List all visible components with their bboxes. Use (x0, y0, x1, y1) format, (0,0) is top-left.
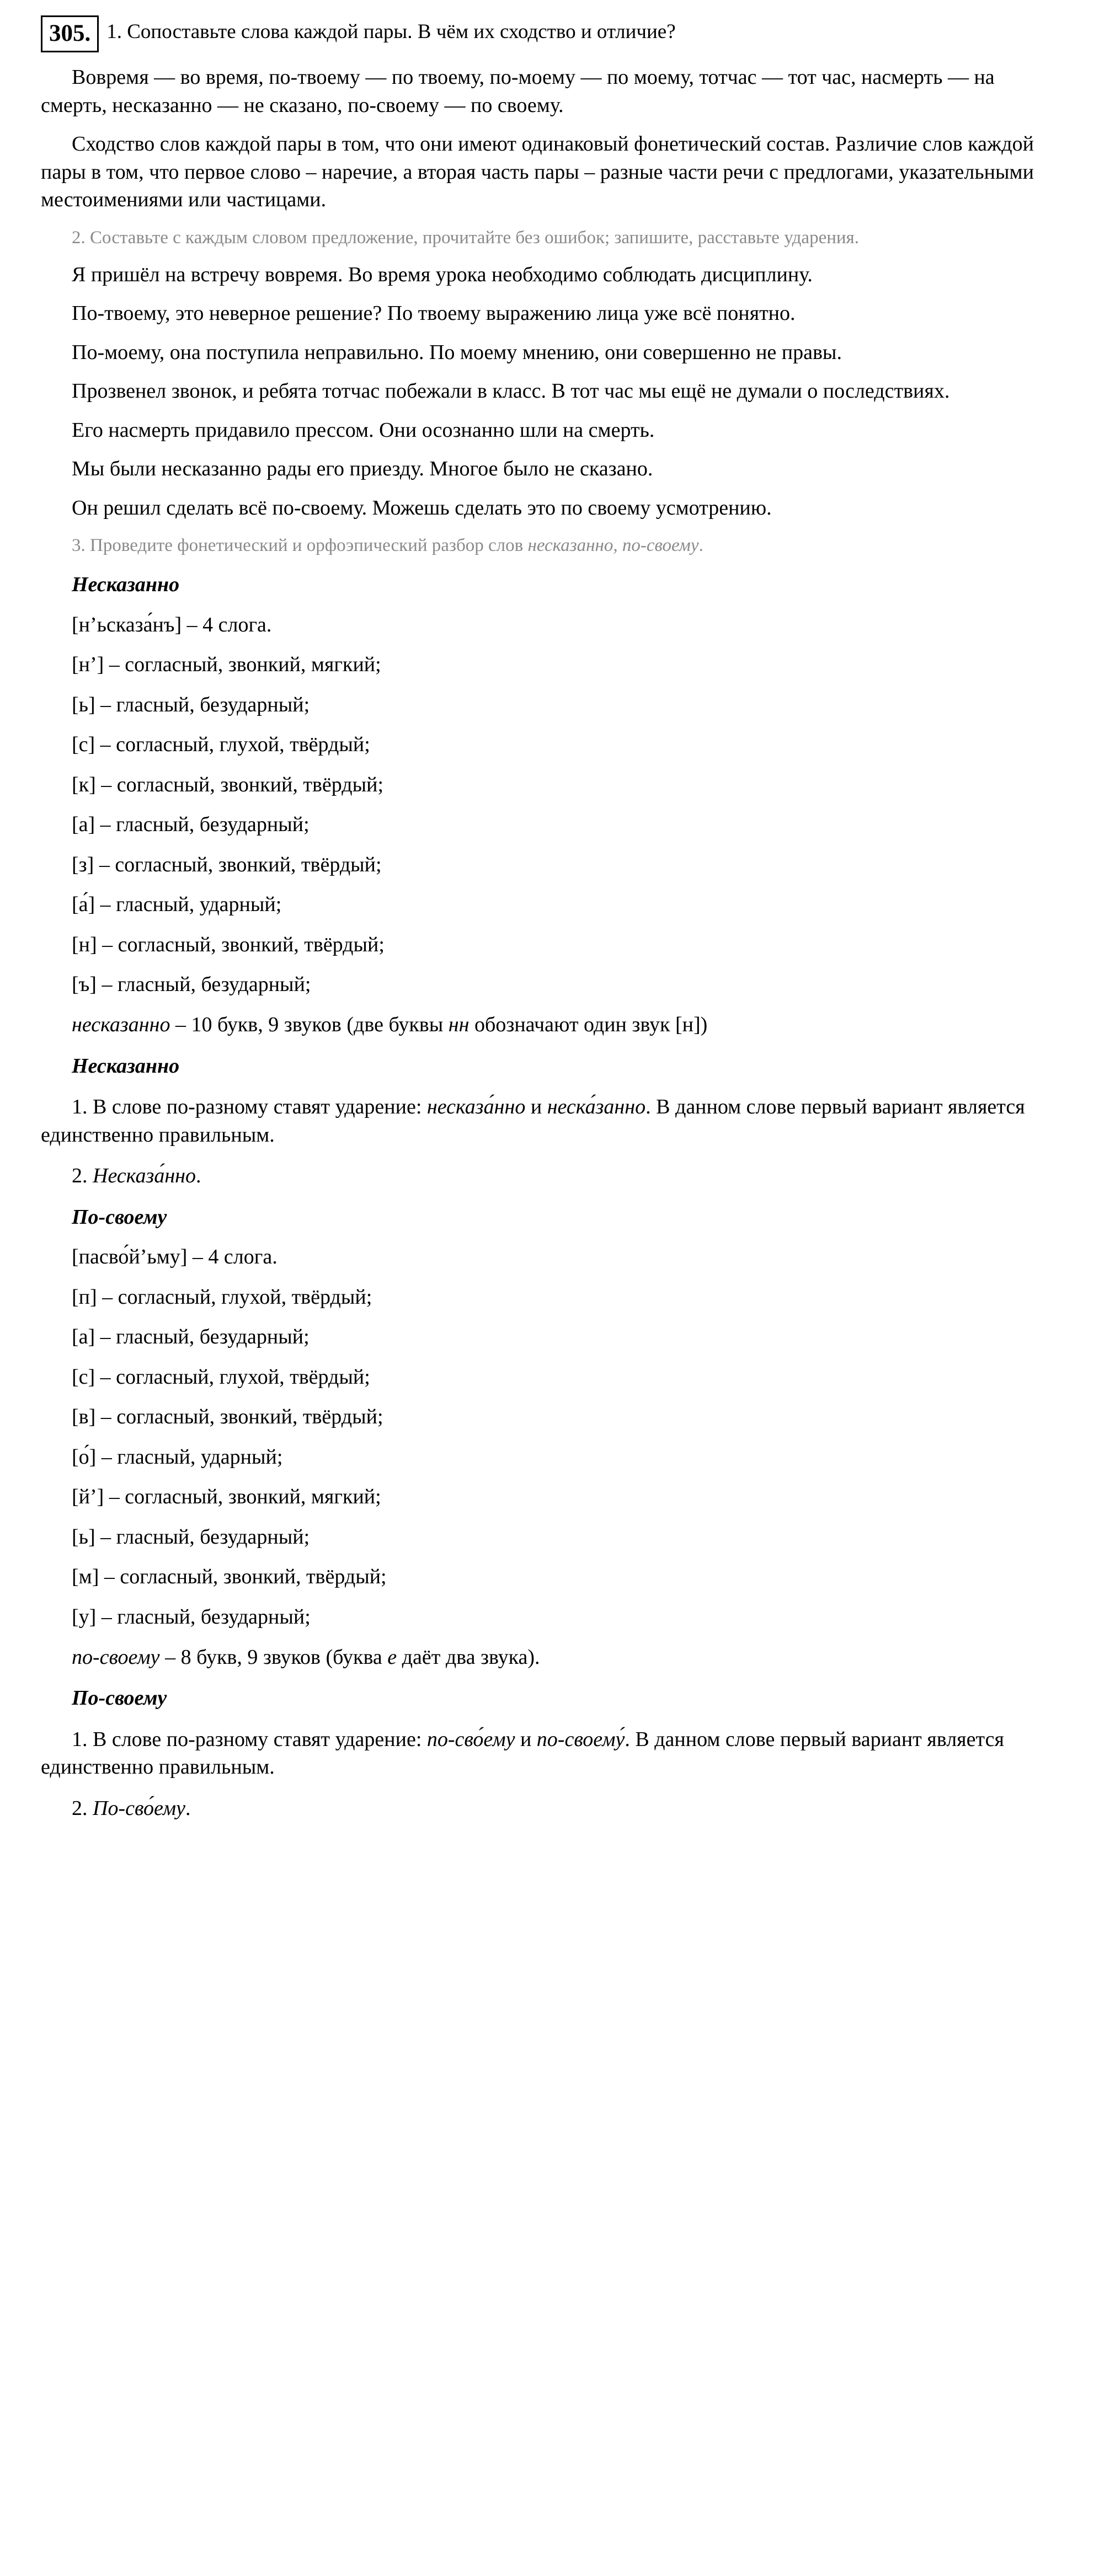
analysis-2-sound-1: [а] – гласный, безударный; (72, 1325, 310, 1349)
analysis-2-sound-7: [м] – согласный, звонкий, твёрдый; (72, 1565, 387, 1589)
analysis-1-summary-letters: нн (448, 1013, 470, 1036)
analysis-1-sound-6: [а́] – гласный, ударный; (72, 893, 282, 917)
analysis-2-transcription: [пасво́й’ьму] – 4 слога. (72, 1245, 278, 1269)
orthoepy-1-line-2-post: . (196, 1164, 201, 1188)
orthoepy-1-pre: 1. В слове по-разному ставят ударение: (72, 1095, 427, 1119)
sentence-7: Он решил сделать всё по-своему. Можешь сделать это по своему усмотрению. (72, 496, 772, 520)
analysis-1-sound-3: [к] – согласный, звонкий, твёрдый; (72, 773, 384, 796)
analysis-2-summary-letters: е (387, 1645, 397, 1669)
task-3-suffix: . (698, 535, 703, 556)
analysis-2-word: По-своему (72, 1205, 167, 1229)
exercise-number: 305. (41, 15, 99, 52)
analysis-1-summary-mid: – 10 букв, 9 звуков (две буквы (170, 1013, 449, 1036)
orthoepy-1-post: . В данном слове первый вариант является единственно правильным. (41, 1095, 1025, 1147)
orthoepy-2-line-2 (41, 1795, 1058, 1823)
orthoepy-2-word: По-своему (72, 1686, 167, 1710)
orthoepy-1-line-1 (41, 1093, 1058, 1149)
orthoepy-2-variant-1: по-сво́ему (426, 1727, 515, 1751)
analysis-2-sound-6: [ь] – гласный, безударный; (72, 1525, 310, 1549)
sentence-2: По-твоему, это неверное решение? По твоему выражению лица уже всё понятно. (72, 302, 796, 325)
sentence-3: По-моему, она поступила неправильно. По моему мнению, они совершенно не правы. (72, 340, 842, 364)
analysis-1-sound-4: [а] – гласный, безударный; (72, 813, 310, 837)
sentence-4: Прозвенел звонок, и ребята тотчас побежали в класс. В тот час мы ещё не думали о последствиях. (72, 379, 950, 403)
analysis-2-summary-mid: – 8 букв, 9 звуков (буква (159, 1645, 388, 1669)
analysis-1-sound-7: [н] – согласный, звонкий, твёрдый; (72, 933, 385, 956)
orthoepy-1-line-2 (41, 1162, 1058, 1190)
orthoepy-2-line-2-word: По-сво́ему (93, 1796, 185, 1820)
orthoepy-2-line-2-post: . (185, 1796, 191, 1820)
orthoepy-2-mid: и (515, 1727, 537, 1751)
analysis-1-sound-1: [ь] – гласный, безударный; (72, 693, 310, 716)
orthoepy-2-variant-2: по-своему́ (536, 1727, 625, 1751)
task-3-prefix: 3. Проведите фонетический и орфоэпический разбор слов (72, 535, 528, 556)
orthoepy-1-variant-2: неска́занно (547, 1095, 646, 1119)
sentence-5: Его насмерть придавило прессом. Они осознанно шли на смерть. (72, 418, 655, 442)
analysis-2-sound-5: [й’] – согласный, звонкий, мягкий; (72, 1485, 381, 1509)
orthoepy-1-mid: и (525, 1095, 547, 1119)
orthoepy-1-line-2-pre: 2. (72, 1164, 93, 1188)
orthoepy-1-line-2-word: Несказа́нно (93, 1164, 196, 1188)
sentence-1: Я пришёл на встречу вовремя. Во время урока необходимо соблюдать дисциплину. (72, 263, 813, 286)
task-2-text: 2. Составьте с каждым словом предложение, прочитайте без ошибок; запишите, расставьте ударения. (72, 227, 859, 248)
sentence-6: Мы были несказанно рады его приезду. Многое было не сказано. (72, 457, 653, 481)
analysis-2-summary-word: по-своему (72, 1645, 160, 1669)
analysis-2-summary (41, 1643, 1058, 1672)
analysis-2-sound-0: [п] – согласный, глухой, твёрдый; (72, 1285, 372, 1309)
analysis-1-sound-5: [з] – согласный, звонкий, твёрдый; (72, 853, 382, 876)
task-3-text (41, 534, 1058, 558)
analysis-1-word: Несказанно (72, 573, 180, 597)
orthoepy-2-line-2-pre: 2. (72, 1796, 93, 1820)
orthoepy-2-line-1 (41, 1726, 1058, 1781)
task-1-text: 1. Сопоставьте слова каждой пары. В чём их сходство и отличие? (106, 20, 676, 43)
analysis-1-transcription: [н’ьсказа́нъ] – 4 слога. (72, 613, 272, 636)
orthoepy-1-variant-1: несказа́нно (426, 1095, 526, 1119)
orthoepy-2-post: . В данном слове первый вариант является единственно правильным. (41, 1727, 1004, 1779)
analysis-1-sound-8: [ъ] – гласный, безударный; (72, 973, 311, 997)
analysis-1-summary-post: обозначают один звук [н]) (469, 1013, 708, 1036)
orthoepy-2-pre: 1. В слове по-разному ставят ударение: (72, 1727, 427, 1751)
analysis-2-sound-4: [о́] – гласный, ударный; (72, 1445, 283, 1469)
orthoepy-1-word: Несказанно (72, 1054, 180, 1078)
analysis-1-summary (41, 1011, 1058, 1039)
analysis-2-sound-8: [у] – гласный, безударный; (72, 1605, 311, 1629)
analysis-2-summary-post: даёт два звука). (397, 1645, 540, 1669)
analysis-2-sound-2: [с] – согласный, глухой, твёрдый; (72, 1365, 370, 1389)
similarity-paragraph: Сходство слов каждой пары в том, что они имеют одинаковый фонетический состав. Различие слов каждой пары в том, что первое слово – наречие, а вторая часть пары – разные части речи с предлогами, указательными местоимениями или частицами. (41, 132, 1034, 212)
word-pairs-paragraph: Вовремя — во время, по-твоему — по твоему, по-моему — по моему, тотчас — тот час, насмерть — на смерть, несказанно — не сказано, по-своему — по своему. (41, 66, 995, 117)
analysis-1-sound-2: [с] – согласный, глухой, твёрдый; (72, 733, 370, 757)
analysis-1-sound-0: [н’] – согласный, звонкий, мягкий; (72, 653, 381, 677)
analysis-2-sound-3: [в] – согласный, звонкий, твёрдый; (72, 1405, 383, 1429)
analysis-1-summary-word: несказанно (72, 1013, 170, 1036)
task-3-words: несказанно, по-своему (527, 535, 699, 556)
exercise-header (41, 14, 1058, 52)
